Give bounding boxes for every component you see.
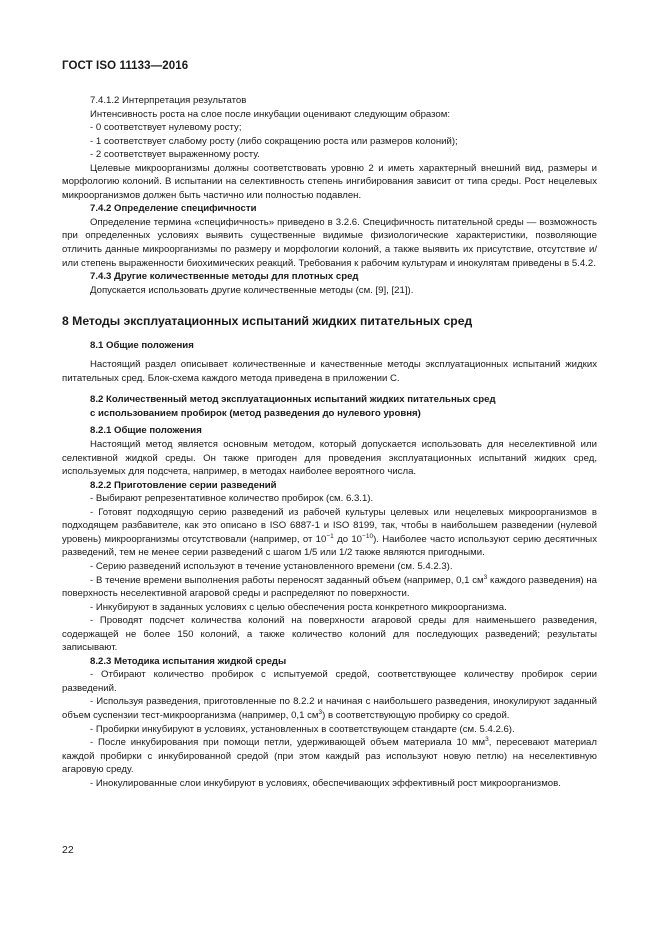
list-item: - Отбирают количество пробирок с испытуемой средой, соответствующее количеству пробирок серии разведений.	[62, 669, 597, 694]
document-body	[62, 94, 597, 790]
section-8-2-3-title: 8.2.3 Методика испытания жидкой среды	[90, 655, 287, 667]
superscript: −1	[326, 532, 334, 540]
section-7-4-2-title: 7.4.2 Определение специфичности	[90, 203, 257, 215]
text-run: каждого разведения) на поверхность неселективной агаровой среды и распределяют по поверхности.	[62, 574, 597, 600]
list-item: - Пробирки инкубируют в условиях, установленных в соответствующем стандарте (см. 5.4.2.6).	[90, 723, 515, 735]
text-run: ). Наиболее часто используют серию десятичных разведений, тем не менее серии разведений с шагом 1/5 или 1/2 также являются пригодными.	[62, 533, 597, 559]
text-run: , пересевают материал каждой пробирки с инкубированной средой (при этом каждый раз используют новую петлю) на неселективную агаровую среду.	[62, 737, 597, 776]
paragraph: Допускается использовать другие количественные методы (см. [9], [21]).	[90, 284, 414, 296]
section-8-2-title-line1: 8.2 Количественный метод эксплуатационных испытаний жидких питательных сред	[90, 394, 496, 406]
section-8-2-1-title: 8.2.1 Общие положения	[90, 425, 202, 437]
superscript: 3	[483, 573, 488, 581]
superscript: −10	[362, 532, 374, 540]
section-8-1-title: 8.1 Общие положения	[90, 339, 194, 351]
text-run: - После инкубирования при помощи петли, удерживающей объем материала 10 мм	[90, 737, 486, 749]
page-number: 22	[62, 844, 74, 856]
text-run: - Используя разведения, приготовленные по 8.2.2 и начиная с наибольшего разведения, инокулируют заданный объем суспензии тест-микроорганизма (например, 0,1 см	[62, 696, 597, 721]
list-item	[62, 695, 597, 722]
superscript: 3	[318, 708, 323, 716]
paragraph: Интенсивность роста на слое после инкубации оценивают следующим образом:	[90, 108, 451, 120]
page-header: ГОСТ ISO 11133—2016	[62, 60, 189, 72]
text-run: до 10	[333, 533, 363, 545]
section-7-4-3-title: 7.4.3 Другие количественные методы для плотных сред	[90, 271, 359, 283]
list-item: - 0 соответствует нулевому росту;	[90, 122, 242, 134]
list-item: - Проводят подсчет количества колоний на поверхности агаровой среды для наименьшего разведения, содержащей не более 150 колоний, а также количество колоний для последующих разведений; результаты записывают.	[62, 615, 597, 654]
superscript: 3	[485, 735, 489, 743]
section-7-4-1-2-title: 7.4.1.2 Интерпретация результатов	[90, 95, 247, 106]
list-item: - Инокулированные слои инкубируют в условиях, обеспечивающих эффективный рост микроорганизмов.	[90, 777, 561, 789]
text-run: ) в соответствующую пробирку со средой.	[322, 709, 510, 721]
list-item	[62, 506, 597, 560]
list-item: - Инкубируют в заданных условиях с целью обеспечения роста конкретного микроорганизма.	[90, 601, 507, 613]
list-item	[62, 736, 597, 777]
list-item: - 2 соответствует выраженному росту.	[90, 149, 260, 161]
list-item: - Выбирают репрезентативное количество пробирок (см. 6.3.1).	[90, 493, 374, 505]
paragraph: Определение термина «специфичность» приведено в 3.2.6. Специфичность питательной среды — возможность при определенных условиях выявить существенные видимые физиологические характеристики, позволяющие отличить данные микроорганизмы по размеру и морфологии колоний, а также выявить их присутствие, отсутствие и/или степень выраженности биохимических реакций. Требования к рабочим культурам и инокулятам приведены в 5.4.2.	[62, 216, 597, 269]
paragraph: Настоящий метод является основным методом, который допускается использовать для неселективной или селективной жидкой среды. Он также пригоден для проведения эксплуатационных испытаний жидких сред, используемых для подсчета, например, в методах наиболее вероятного числа.	[62, 439, 597, 478]
list-item: - 1 соответствует слабому росту (либо сокращению роста или размеров колоний);	[90, 135, 458, 147]
paragraph: Целевые микроорганизмы должны соответствовать уровню 2 и иметь характерный внешний вид, размеры и морфологию колоний. В испытании на селективность степень ингибирования зависит от типа среды. Рост нецелевых микроорганизмов должен быть частично или полностью подавлен.	[62, 162, 597, 201]
text-run: - Готовят подходящую серию разведений из рабочей культуры целевых или нецелевых микроорганизмов в подходящем разбавителе, как это описано в ISO 6887-1 и ISO 8199, так, чтобы в наибольшем разведении (нулевой уровень) микроорганизмы отсутствовали (например, от 10	[62, 506, 597, 545]
list-item	[62, 574, 597, 601]
section-8-2-title-line2: с использованием пробирок (метод разведения до нулевого уровня)	[90, 407, 421, 419]
list-item: - Серию разведений используют в течение установленного времени (см. 5.4.2.3).	[90, 560, 453, 572]
paragraph: Настоящий раздел описывает количественные и качественные методы эксплуатационных испытаний жидких питательных сред. Блок-схема каждого метода приведена в приложении С.	[62, 359, 597, 384]
section-8-2-2-title: 8.2.2 Приготовление серии разведений	[90, 479, 277, 491]
section-8-title: 8 Методы эксплуатационных испытаний жидких питательных сред	[62, 314, 473, 329]
text-run: - В течение времени выполнения работы переносят заданный объем (например, 0,1 см	[90, 574, 484, 586]
